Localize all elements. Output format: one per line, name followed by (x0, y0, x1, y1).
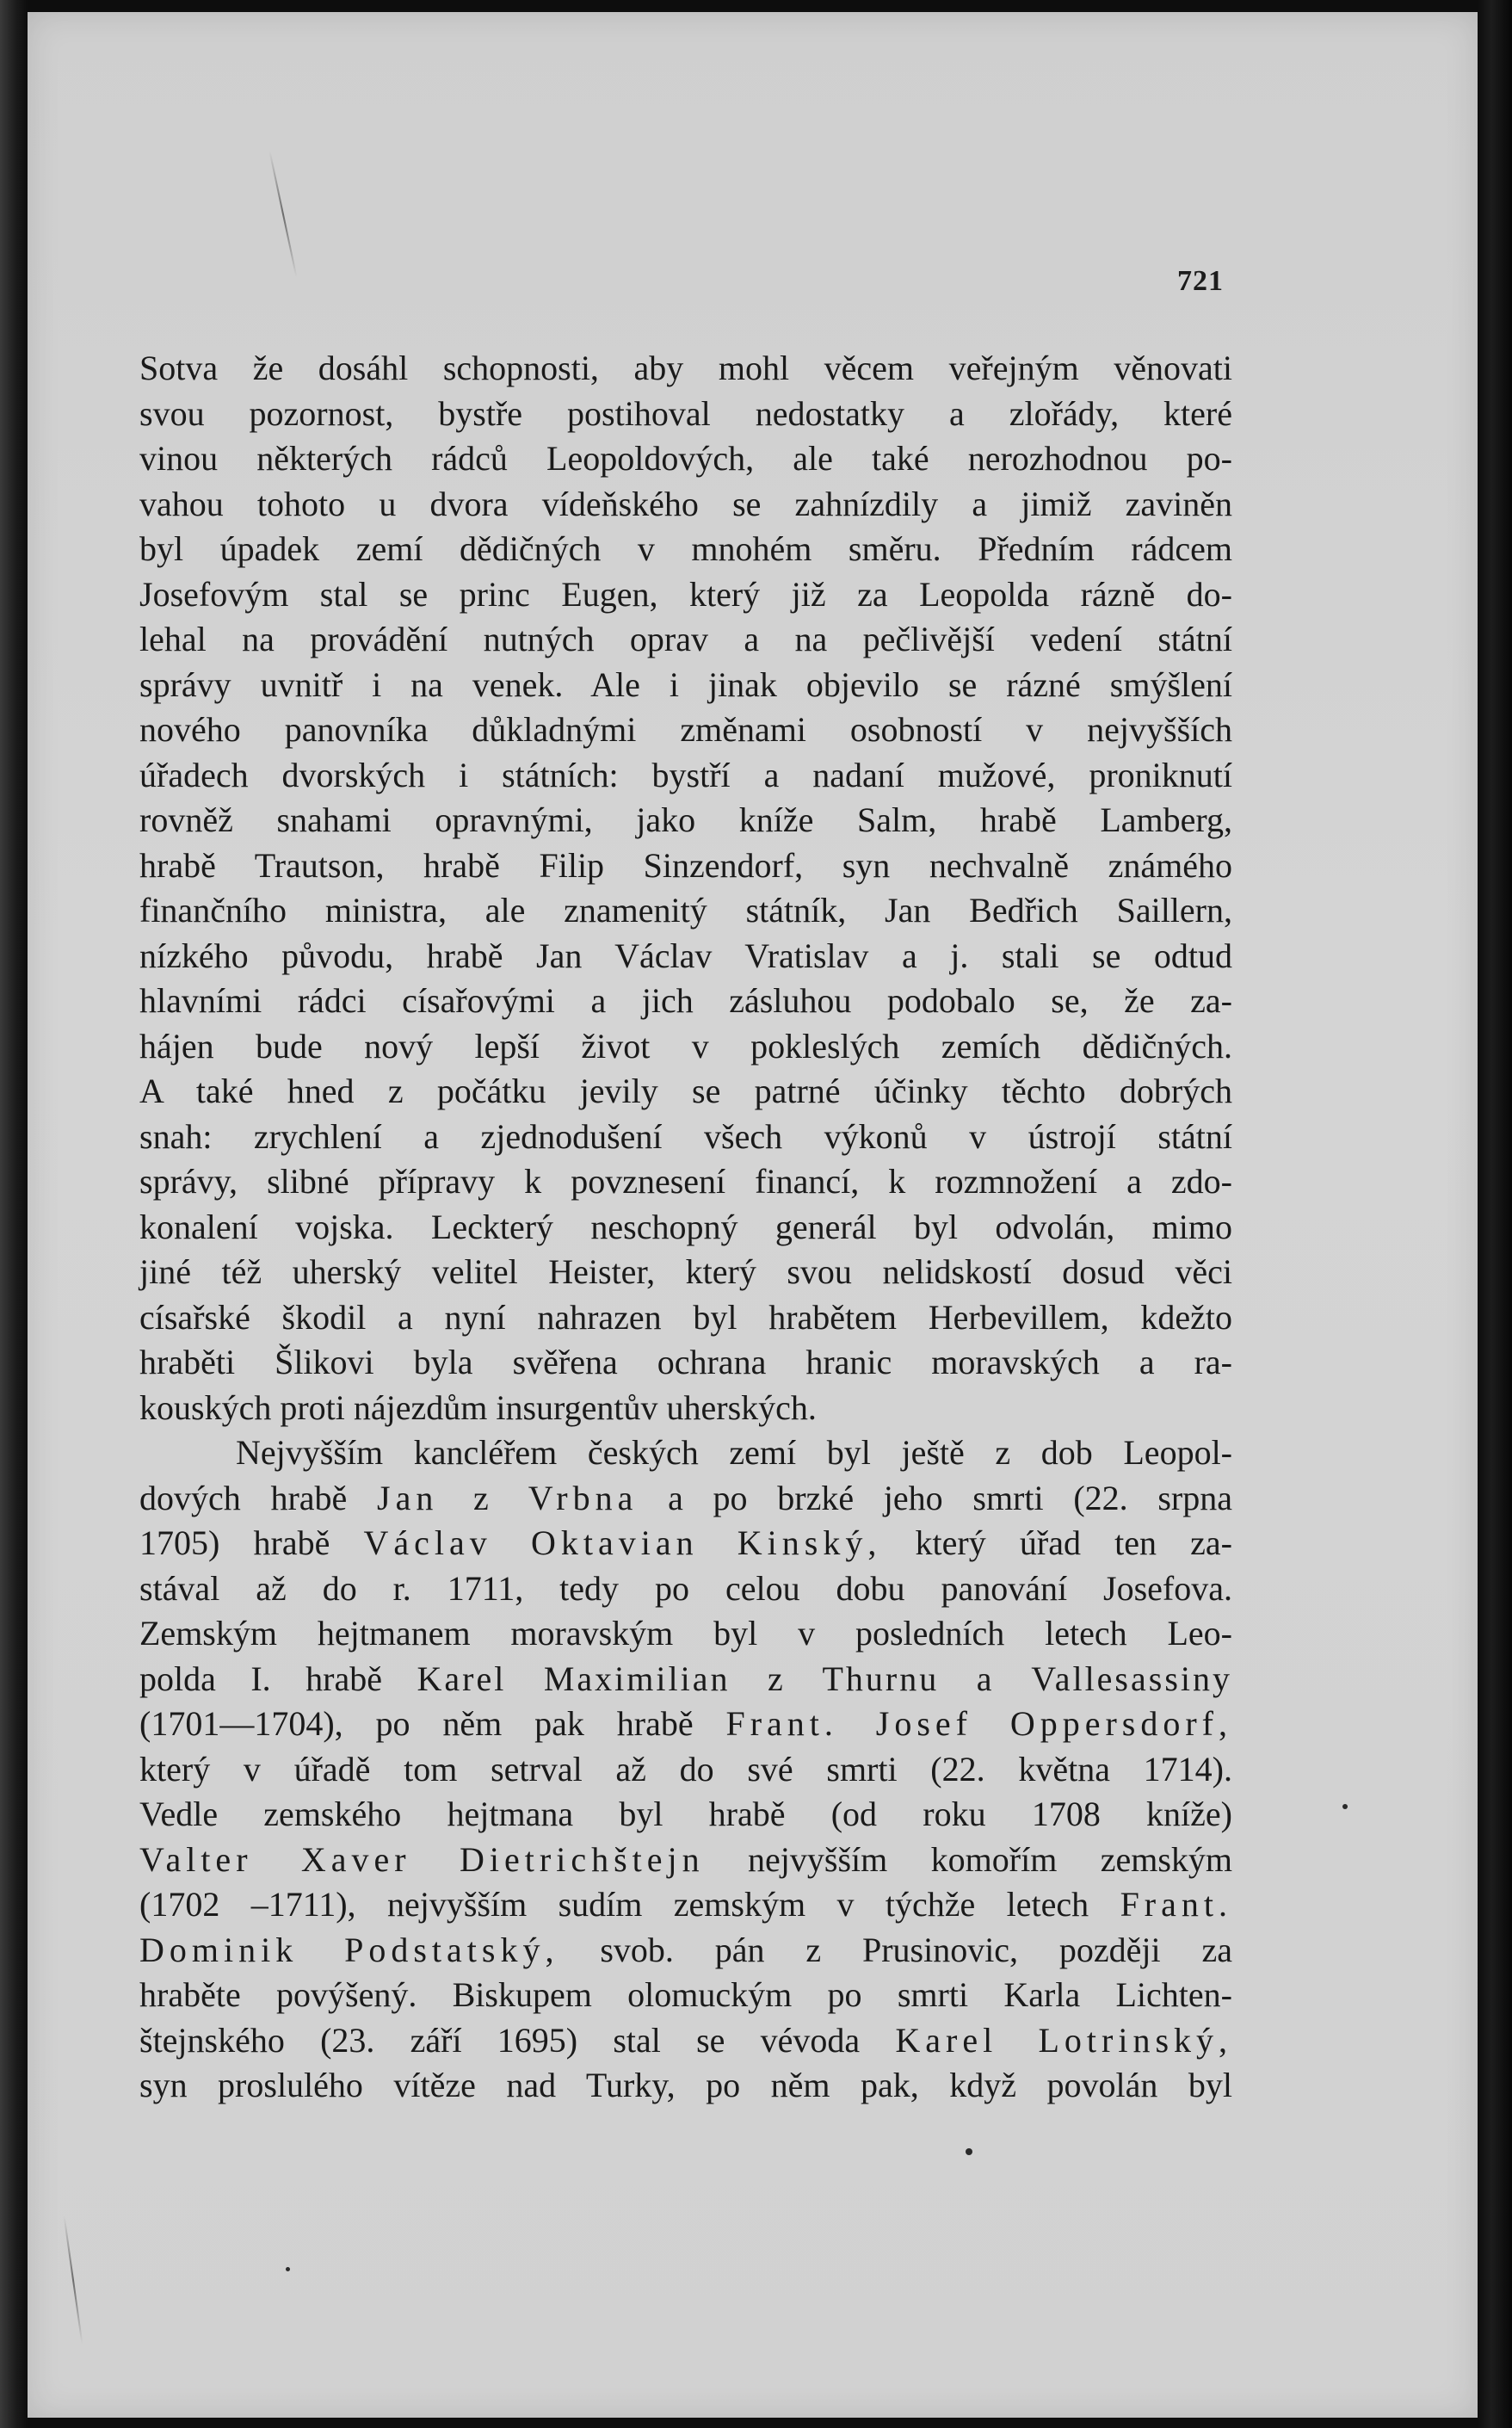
text-line: císařské škodil a nyní nahrazen byl hrabětem Herbevillem, kdežto (139, 1297, 1232, 1337)
scan-speck (286, 2267, 290, 2271)
text-line (139, 1882, 1232, 1928)
text-line: snah: zrychlení a zjednodušení všech výkonů v ústrojí státní (139, 1116, 1232, 1156)
text-line: A také hned z počátku jevily se patrné účinky těchto dobrých (139, 1072, 1232, 1110)
text-run: svob. pán z Prusinovic, později za (600, 1930, 1233, 1969)
text-line (139, 1928, 1232, 1974)
paragraph-1 (139, 346, 1232, 1430)
text-run: dových hrabě (139, 1478, 348, 1517)
page-number: 721 (1177, 265, 1224, 297)
text-line: hájen bude nový lepší život v pokleslých zemích dědičných. (139, 1026, 1232, 1066)
person-name: Valter Xaver Dietrichštejn (139, 1839, 705, 1879)
text-line: Vedle zemského hejtmana byl hrabě (od roku 1708 kníže) (139, 1795, 1232, 1833)
text-line (139, 1657, 1232, 1702)
text-line: jiné též uherský velitel Heister, který svou nelidskostí dosud věci (139, 1252, 1232, 1291)
text-line: kouských proti nájezdům insurgentův uherských. (139, 1387, 817, 1427)
body-text (139, 346, 1232, 2109)
text-line: konalení vojska. Leckterý neschopný generál byl odvolán, mimo (139, 1207, 1232, 1246)
text-line: byl úpadek zemí dědičných v mnohém směru. Předním rádcem (139, 529, 1232, 568)
scan-scratch (268, 151, 297, 277)
person-name: Karel Maximilian z Thurnu a Vallesassiny (417, 1659, 1232, 1698)
text-line: vinou některých rádců Leopoldových, ale také nerozhodnou po- (139, 439, 1232, 478)
person-name: Frant. Josef Oppersdorf, (725, 1704, 1233, 1743)
text-line: svou pozornost, bystře postihoval nedostatky a zlořády, které (139, 393, 1232, 433)
scan-speck (1342, 1804, 1348, 1809)
text-line: Nejvyšším kancléřem českých zemí byl ještě z dob Leopol- (236, 1433, 1232, 1472)
text-line: Zemským hejtmanem moravským byl v posledních letech Leo- (139, 1614, 1232, 1653)
text-line: Josefovým stal se princ Eugen, který již za Leopolda rázně do- (139, 574, 1232, 614)
text-line: syn proslulého vítěze nad Turky, po něm pak, když povolán byl (139, 2066, 1232, 2104)
text-line (139, 1838, 1232, 1883)
text-line: vahou tohoto u dvora vídeňského se zahnízdily a jimiž zaviněn (139, 484, 1232, 523)
text-line: Sotva že dosáhl schopnosti, aby mohl věcem veřejným věnovati (139, 349, 1232, 387)
text-line: nového panovníka důkladnými změnami osobností v nejvyšších (139, 710, 1232, 749)
text-line: který v úřadě tom setrval až do své smrti (22. května 1714). (139, 1749, 1232, 1789)
text-line: hraběti Šlikovi byla svěřena ochrana hranic moravských a ra- (139, 1343, 1232, 1381)
text-line: správy, slibné přípravy k povznesení financí, k rozmnožení a zdo- (139, 1162, 1232, 1201)
text-line (139, 2018, 1232, 2064)
text-line: hraběte povýšený. Biskupem olomuckým po smrti Karla Lichten- (139, 1975, 1232, 2014)
person-name: Karel Lotrinský, (895, 2020, 1233, 2060)
scan-right-edge (1478, 0, 1512, 2428)
text-run: polda I. hrabě (139, 1659, 382, 1698)
scan-left-edge (0, 0, 28, 2428)
text-run: a po brzké jeho smrti (22. srpna (668, 1478, 1232, 1517)
person-name: Frant. (1120, 1885, 1232, 1924)
person-name: Jan z Vrbna (377, 1478, 639, 1517)
text-run: (1702 –1711), nejvyšším sudím zemským v týchže letech (139, 1885, 1089, 1924)
text-run: nejvyšším komořím zemským (748, 1839, 1233, 1879)
paragraph-2 (139, 1430, 1232, 2109)
text-line: lehal na provádění nutných oprav a na pečlivější vedení státní (139, 620, 1232, 658)
text-line: hlavními rádci císařovými a jich zásluhou podobalo se, že za- (139, 981, 1232, 1020)
text-line: rovněž snahami opravnými, jako kníže Salm, hrabě Lamberg, (139, 800, 1232, 839)
text-run: štejnského (23. září 1695) stal se vévoda (139, 2020, 861, 2060)
scan-speck (966, 2148, 972, 2155)
text-line: správy uvnitř i na venek. Ale i jinak objevilo se rázné smýšlení (139, 664, 1232, 704)
scan-scratch (64, 2216, 83, 2345)
person-name: Václav Oktavian Kinský, (363, 1523, 882, 1562)
text-line (139, 1521, 1232, 1566)
text-line: finančního ministra, ale znamenitý státník, Jan Bedřich Saillern, (139, 891, 1232, 930)
text-run: který úřad ten za- (915, 1523, 1233, 1562)
text-line: úřadech dvorských i státních: bystří a nadaní mužové, proniknutí (139, 755, 1232, 794)
text-line: stával až do r. 1711, tedy po celou dobu panování Josefova. (139, 1568, 1232, 1608)
text-run: 1705) hrabě (139, 1523, 330, 1562)
text-line: hrabě Trautson, hrabě Filip Sinzendorf, syn nechvalně známého (139, 845, 1232, 885)
text-line (139, 1476, 1232, 1522)
person-name: Dominik Podstatský, (139, 1930, 559, 1969)
text-line: nízkého původu, hrabě Jan Václav Vratislav a j. stali se odtud (139, 936, 1232, 975)
text-run: (1701—1704), po něm pak hrabě (139, 1704, 694, 1743)
text-line (139, 1702, 1232, 1747)
